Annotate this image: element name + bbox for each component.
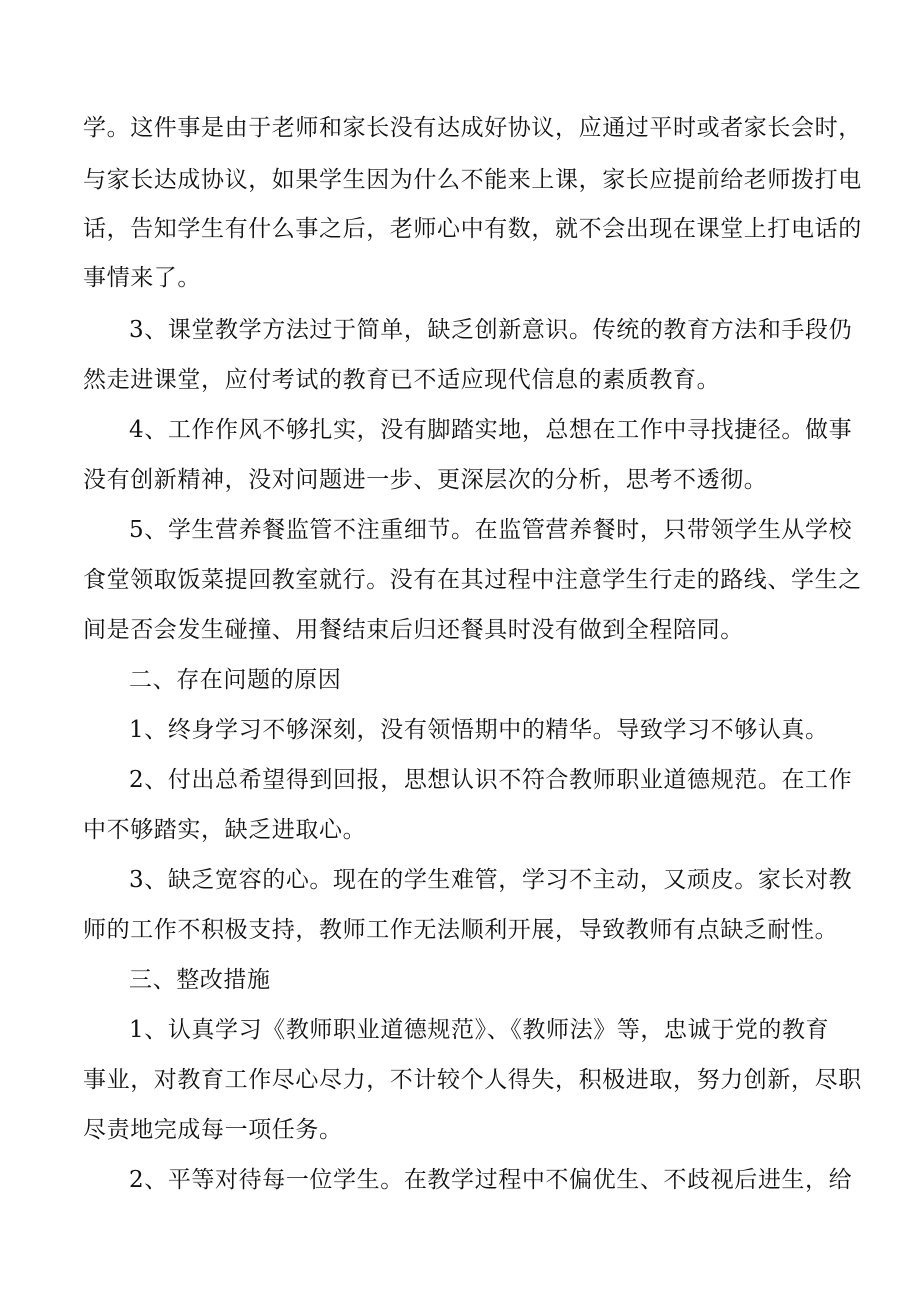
cause-2-first-line: 2、付出总希望得到回报，思想认识不符合教师职业道德规范。在工作 (129, 767, 853, 793)
text-line: 话，告知学生有什么事之后，老师心中有数，就不会出现在课堂上打电话的 (83, 216, 862, 242)
text-line: 事业，对教育工作尽心尽力，不计较个人得失，积极进取，努力创新，尽职 (83, 1067, 862, 1093)
text-line: 食堂领取饭菜提回教室就行。没有在其过程中注意学生行走的路线、学生之 (83, 567, 862, 593)
paragraph-4-first-line: 4、工作作风不够扎实，没有脚踏实地，总想在工作中寻找捷径。做事 (129, 417, 853, 443)
text-line: 事情来了。 (83, 265, 201, 291)
measure-2-first-line: 2、平等对待每一位学生。在教学过程中不偏优生、不歧视后进生，给 (129, 1167, 853, 1193)
measure-1-first-line: 1、认真学习《教师职业道德规范》、《教师法》等，忠诚于党的教育 (129, 1017, 830, 1043)
cause-1-line: 1、终身学习不够深刻，没有领悟期中的精华。导致学习不够认真。 (129, 717, 829, 743)
paragraph-3-first-line: 3、课堂教学方法过于简单，缺乏创新意识。传统的教育方法和手段仍 (129, 317, 853, 343)
text-line: 没有创新精神，没对问题进一步、更深层次的分析，思考不透彻。 (83, 467, 768, 493)
cause-3-first-line: 3、缺乏宽容的心。现在的学生难管，学习不主动，又顽皮。家长对教 (129, 867, 853, 893)
text-line: 学。这件事是由于老师和家长没有达成好协议，应通过平时或者家长会时， (83, 115, 862, 141)
section-heading-measures: 三、整改措施 (129, 967, 271, 993)
text-line: 然走进课堂，应付考试的教育已不适应现代信息的素质教育。 (83, 367, 721, 393)
text-line: 与家长达成协议，如果学生因为什么不能来上课，家长应提前给老师拨打电 (83, 167, 862, 193)
paragraph-5-first-line: 5、学生营养餐监管不注重细节。在监管营养餐时，只带领学生从学校 (129, 517, 853, 543)
text-line: 间是否会发生碰撞、用餐结束后归还餐具时没有做到全程陪同。 (83, 617, 744, 643)
text-line: 师的工作不积极支持，教师工作无法顺利开展，导致教师有点缺乏耐性。 (83, 917, 839, 943)
section-heading-causes: 二、存在问题的原因 (129, 667, 342, 693)
text-line: 尽责地完成每一项任务。 (83, 1117, 343, 1143)
text-line: 中不够踏实，缺乏进取心。 (83, 817, 367, 843)
